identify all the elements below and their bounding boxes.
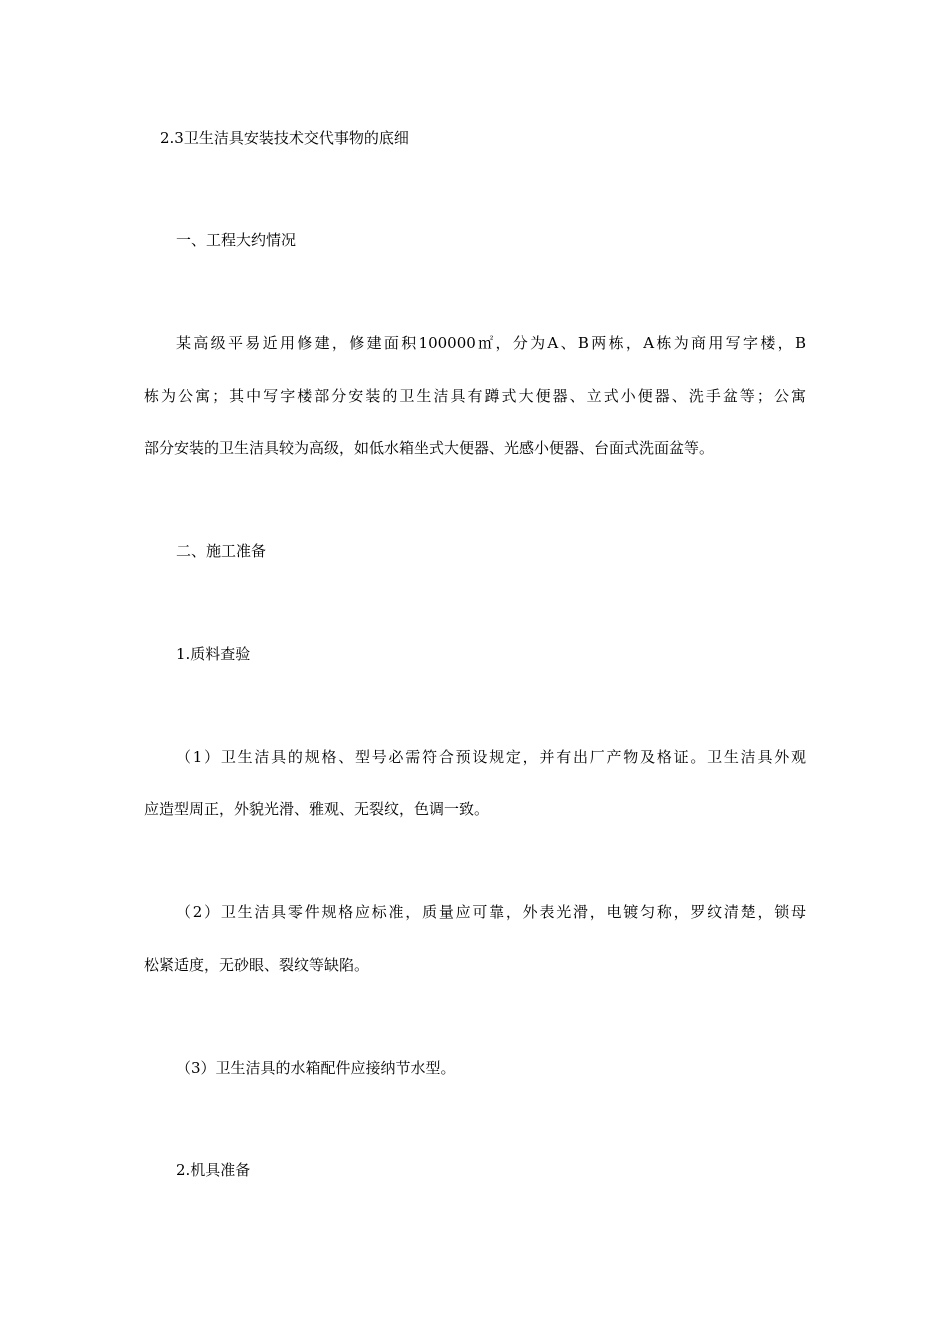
item-2-line-2: 松紧适度，无砂眼、裂纹等缺陷。	[144, 956, 370, 974]
paragraph-overview-line-3: 部分安装的卫生洁具较为高级，如低水箱坐式大便器、光感小便器、台面式洗面盆等。	[144, 439, 715, 457]
item-1-line-1: （1）卫生洁具的规格、型号必需符合预设规定，并有出厂产物及格证。卫生洁具外观	[176, 748, 806, 766]
item-3: （3）卫生洁具的水箱配件应接纳节水型。	[176, 1059, 456, 1077]
paragraph-overview-line-1: 某高级平易近用修建，修建面积100000㎡，分为A、B两栋，A栋为商用写字楼，B	[176, 334, 806, 352]
paragraph-overview-line-2: 栋为公寓；其中写字楼部分安装的卫生洁具有蹲式大便器、立式小便器、洗手盆等；公寓	[144, 387, 806, 405]
section-title: 2.3卫生洁具安装技术交代事物的底细	[160, 129, 409, 147]
heading-project-overview: 一、工程大约情况	[176, 231, 297, 249]
heading-construction-preparation: 二、施工准备	[176, 542, 267, 560]
subheading-equipment-preparation: 2.机具准备	[176, 1161, 251, 1179]
subheading-material-inspection: 1.质料查验	[176, 645, 251, 663]
item-1-line-2: 应造型周正，外貌光滑、雅观、无裂纹，色调一致。	[144, 800, 490, 818]
item-2-line-1: （2）卫生洁具零件规格应标准，质量应可靠，外表光滑，电镀匀称，罗纹清楚，锁母	[176, 903, 806, 921]
